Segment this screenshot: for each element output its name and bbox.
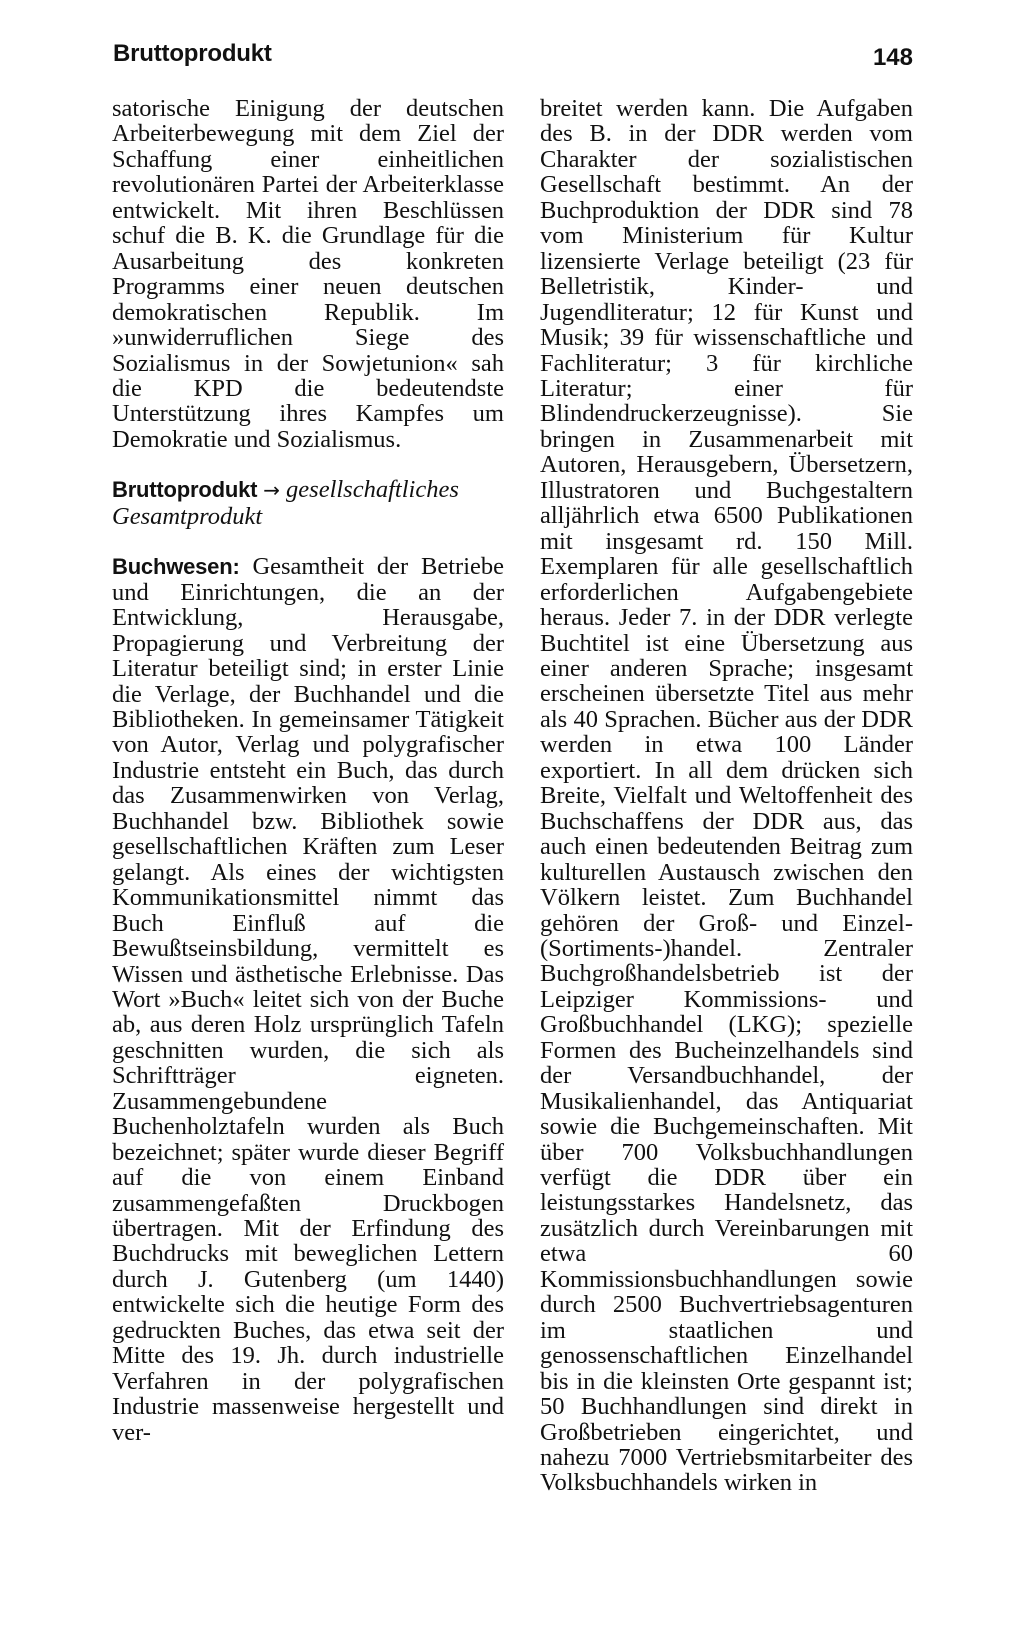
headword-bruttoprodukt: Bruttoprodukt [112,477,258,503]
entry-buchwesen-text: Gesamtheit der Betriebe und Einrichtungen, die an der Entwicklung, Herausgabe, Propagierung und Verbreitung der Literatur beteiligt sind; in erster Linie die Verlage, der Buchhandel und die Bibliotheken. In gemeinsamer Tätigkeit von Autor, Verlag und polygrafischer Industrie entsteht ein Buch, das durch das Zusammenwirken von Verlag, Buchhandel bzw. Bibliothek sowie gesellschaftlichen Kräften zum Leser gelangt. Als eines der wichtigsten Kommunikationsmittel nimmt das Buch Einfluß auf die Bewußtseinsbildung, vermittelt es Wissen und ästhetische Erlebnisse. Das Wort »Buch« leitet sich von der Buche ab, aus deren Holz ursprünglich Tafeln geschnitten wurden, die sich als Schriftträger eigneten. Zusammengebundene Buchenholztafeln wurden als Buch bezeichnet; später wurde dieser Begriff auf die von einem Einband zusammengefaßten Druckbogen übertragen. Mit der Erfindung des Buchdrucks mit beweglichen Lettern durch J. Gutenberg (um 1440) entwickelte sich die heutige Form des gedruckten Buches, das etwa seit der Mitte des 19. Jh. durch industrielle Verfahren in der polygrafischen Industrie massenweise hergestellt und ver- [112,553,504,1446]
page-header [113,40,913,80]
right-column [540,96,913,1496]
continuation-paragraph: satorische Einigung der deutschen Arbeiterbewegung mit dem Ziel der Schaffung einer einheitlichen revolutionären Partei der Arbeiterklasse entwickelt. Mit ihren Beschlüssen schuf die B. K. die Grundlage für die Ausarbeitung des konkreten Programms einer neuen deutschen demokratischen Republik. Im »unwiderruflichen Siege des Sozialismus in der Sowjetunion« sah die KPD die bedeutendste Unterstützung ihres Kampfes um Demokratie und Sozialismus. [112,95,504,453]
entry-bruttoprodukt [112,477,504,529]
running-head: Bruttoprodukt [113,40,272,67]
buchwesen-continuation: breitet werden kann. Die Aufgaben des B. in der DDR werden vom Charakter der sozialistischen Gesellschaft bestimmt. An der Buchproduktion der DDR sind 78 vom Ministerium für Kultur lizensierte Verlage beteiligt (23 für Belletristik, Kinder- und Jugendliteratur; 12 für Kunst und Musik; 39 für wissenschaftliche und Fachliteratur; 3 für kirchliche Literatur; einer für Blindendruckerzeugnisse). Sie bringen in Zusammenarbeit mit Autoren, Herausgebern, Übersetzern, Illustratoren und Buchgestaltern alljährlich etwa 6500 Publikationen mit insgesamt rd. 150 Mill. Exemplaren für alle gesellschaftlich erforderlichen Aufgabengebiete heraus. Jeder 7. in der DDR verlegte Buchtitel ist eine Übersetzung aus einer anderen Sprache; insgesamt erscheinen übersetzte Titel aus mehr als 40 Sprachen. Bücher aus der DDR werden in etwa 100 Länder exportiert. In all dem drücken sich Breite, Vielfalt und Weltoffenheit des Buchschaffens der DDR aus, das auch einen bedeutenden Beitrag zum kulturellen Austausch zwischen den Völkern leistet. Zum Buchhandel gehören der Groß- und Einzel- (Sortiments-)handel. Zentraler Buchgroßhandelsbetrieb ist der Leipziger Kommissions- und Großbuchhandel (LKG); spezielle Formen des Bucheinzelhandels sind der Versandbuchhandel, der Musikalienhandel, das Antiquariat sowie die Buchgemeinschaften. Mit über 700 Volksbuchhandlungen verfügt die DDR über ein leistungsstarkes Handelsnetz, das zusätzlich durch Vereinbarungen mit etwa 60 Kommissionsbuchhandlungen sowie durch 2500 Buchvertriebsagenturen im staatlichen und genossenschaftlichen Einzelhandel bis in die kleinsten Orte gespannt ist; 50 Buchhandlungen sind direkt in Großbetrieben eingerichtet, und nahezu 7000 Vertriebsmitarbeiter des Volksbuchhandels wirken in [540,95,913,1497]
cross-reference-arrow-icon: → [263,478,281,503]
entry-buchwesen [112,554,504,1445]
page-number: 148 [872,44,913,71]
cross-reference-link[interactable]: gesellschaftliches Gesamtprodukt [112,476,459,530]
left-column [112,96,504,1445]
headword-buchwesen: Buchwesen: [112,554,240,580]
